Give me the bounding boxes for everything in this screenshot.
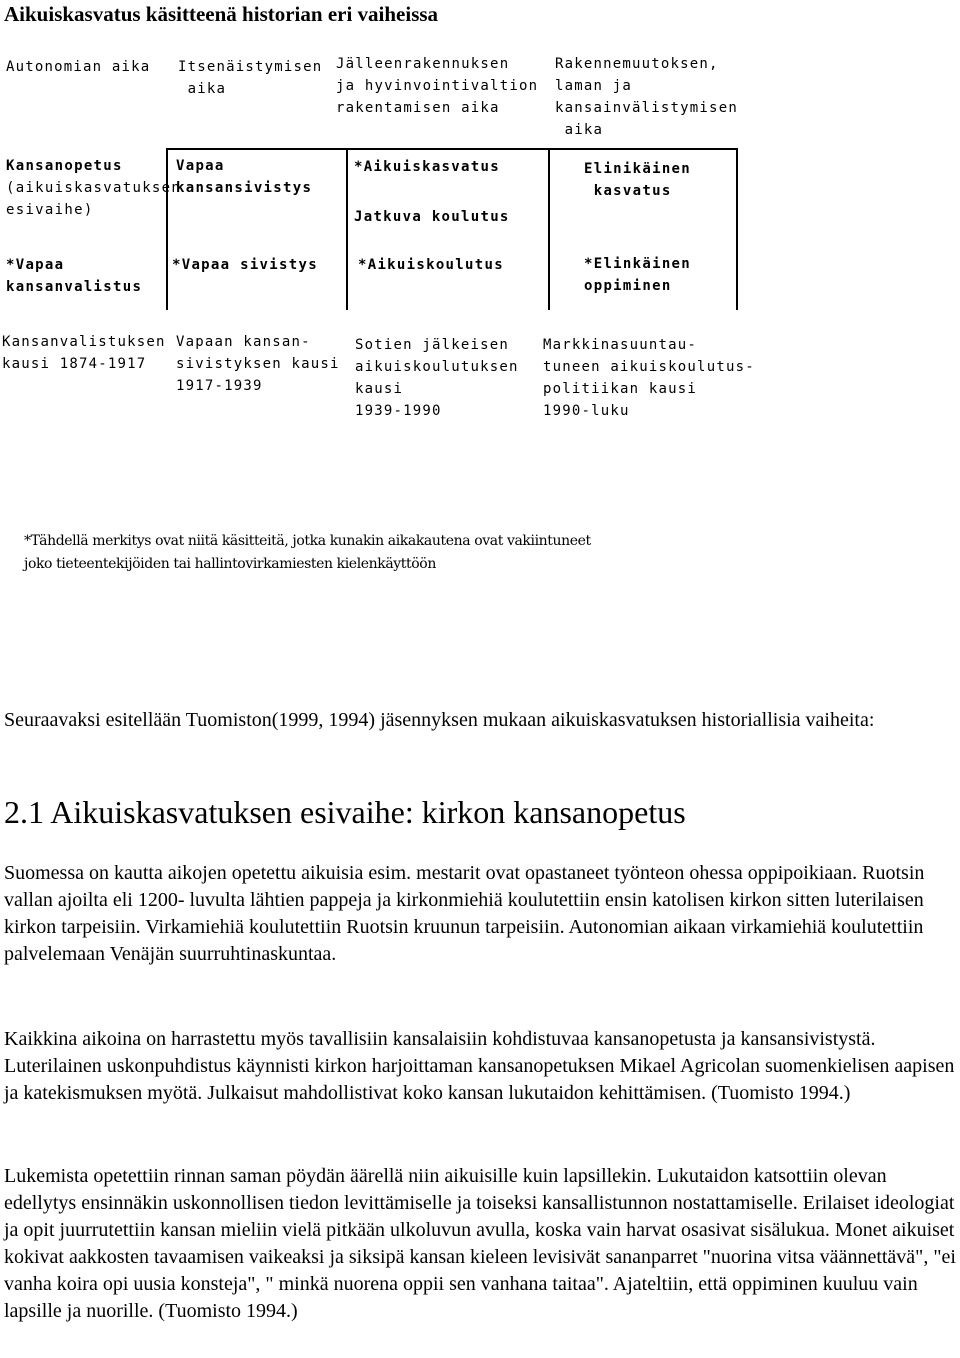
- figure-footnote: *Tähdellä merkitys ovat niitä käsitteitä, jotka kunakin aikakautena ovat vakiintuneet joko tieteentekijöiden tai hallintovirkamiesten kielenkäyttöön: [24, 533, 591, 572]
- grid-divider: [736, 148, 738, 310]
- era-label-reconstruction: Jälleenrakennuksen ja hyvinvointivaltion rakentamisen aika: [336, 56, 539, 116]
- concept-bottom-3: *Aikuiskoulutus: [358, 257, 504, 273]
- era-label-autonomy: Autonomian aika: [6, 59, 151, 75]
- concept-top-3: *Aikuiskasvatus Jatkuva koulutus: [354, 159, 510, 225]
- concept-top-2: Vapaa kansansivistys: [176, 158, 313, 196]
- page-title: Aikuiskasvatus käsitteenä historian eri vaiheissa: [4, 2, 439, 26]
- concept-top-4: Elinikäinen kasvatus: [584, 161, 692, 199]
- body-paragraph: Suomessa on kautta aikojen opetettu aikuisia esim. mestarit ovat opastaneet työnteon ohessa oppipoikiaan. Ruotsin vallan ajoilta eli 1200- luvulta lähtien pappeja ja kirkonmiehiä koulutettiin ensin katolisen kirkon sitten luterilaisen kirkon tarpeisiin. Virkamiehiä koulutettiin Ruotsin kruunun tarpeisiin. Autonomian aikaan virkamiehiä koulutettiin palvelemaan Venäjän suurruhtinaskuntaa.: [4, 862, 925, 965]
- body-paragraph: Kaikkina aikoina on harrastettu myös tavallisiin kansalaisiin kohdistuvaa kansanopetusta ja kansansivistystä. Luterilainen uskonpuhdistus käynnisti kirkon harjoittaman kansanopetuksen Mikael Agricolan suomenkielisen aapisen ja katekismuksen myötä. Julkaisut mahdollistivat koko kansan lukutaidon kehittämisen. (Tuomisto 1994.): [4, 1028, 955, 1104]
- section-heading: 2.1 Aikuiskasvatuksen esivaihe: kirkon kansanopetus: [4, 794, 686, 830]
- grid-divider: [548, 148, 550, 310]
- concept-bottom-1: *Vapaa kansanvalistus: [6, 257, 143, 295]
- era-label-independence: Itsenäistymisen aika: [178, 59, 323, 97]
- grid-divider: [346, 148, 348, 310]
- period-label-1: Kansanvalistuksen kausi 1874-1917: [2, 334, 166, 372]
- concept-grid: [0, 148, 738, 310]
- period-label-4: Markkinasuuntau- tuneen aikuiskoulutus- politiikan kausi 1990-luku: [543, 337, 755, 419]
- concept-top-1: Kansanopetus: [6, 158, 123, 174]
- period-label-2: Vapaan kansan- sivistyksen kausi 1917-1939: [176, 334, 340, 394]
- intro-paragraph: Seuraavaksi esitellään Tuomiston(1999, 1994) jäsennyksen mukaan aikuiskasvatuksen historiallisia vaiheita:: [4, 709, 875, 731]
- period-label-3: Sotien jälkeisen aikuiskoulutuksen kausi 1939-1990: [355, 337, 519, 419]
- concept-sub-1: (aikuiskasvatuksen esivaihe): [6, 180, 182, 218]
- concept-bottom-2: *Vapaa sivistys: [172, 257, 318, 273]
- grid-divider: [166, 148, 168, 310]
- era-label-restructuring: Rakennemuutoksen, laman ja kansainvälistymisen aika: [555, 56, 738, 138]
- concept-bottom-4: *Elinkäinen oppiminen: [584, 256, 692, 294]
- grid-top-border: [168, 148, 738, 150]
- body-paragraph: Lukemista opetettiin rinnan saman pöydän äärellä niin aikuisille kuin lapsillekin. Lukutaidon katsottiin olevan edellytys ensinnäkin uskonnollisen tiedon levittämiselle ja toiseksi kansallistunnon nostattamiselle. Erilaiset ideologiat ja opit juurrutettiin kansan mieliin vielä pitkään ulkoluvun avulla, koska vain harvat osasivat sisälukua. Monet aikuiset kokivat aakkosten tavaamisen vaikeaksi ja siksipä kansan kieleen levisivät sananparret "nuorina vitsa väännettävä", "ei vanha koira opi uusia konsteja", " minkä nuorena oppii sen vanhana taitaa". Ajateltiin, että oppiminen kuuluu vain lapsille ja nuorille. (Tuomisto 1994.): [4, 1165, 956, 1322]
